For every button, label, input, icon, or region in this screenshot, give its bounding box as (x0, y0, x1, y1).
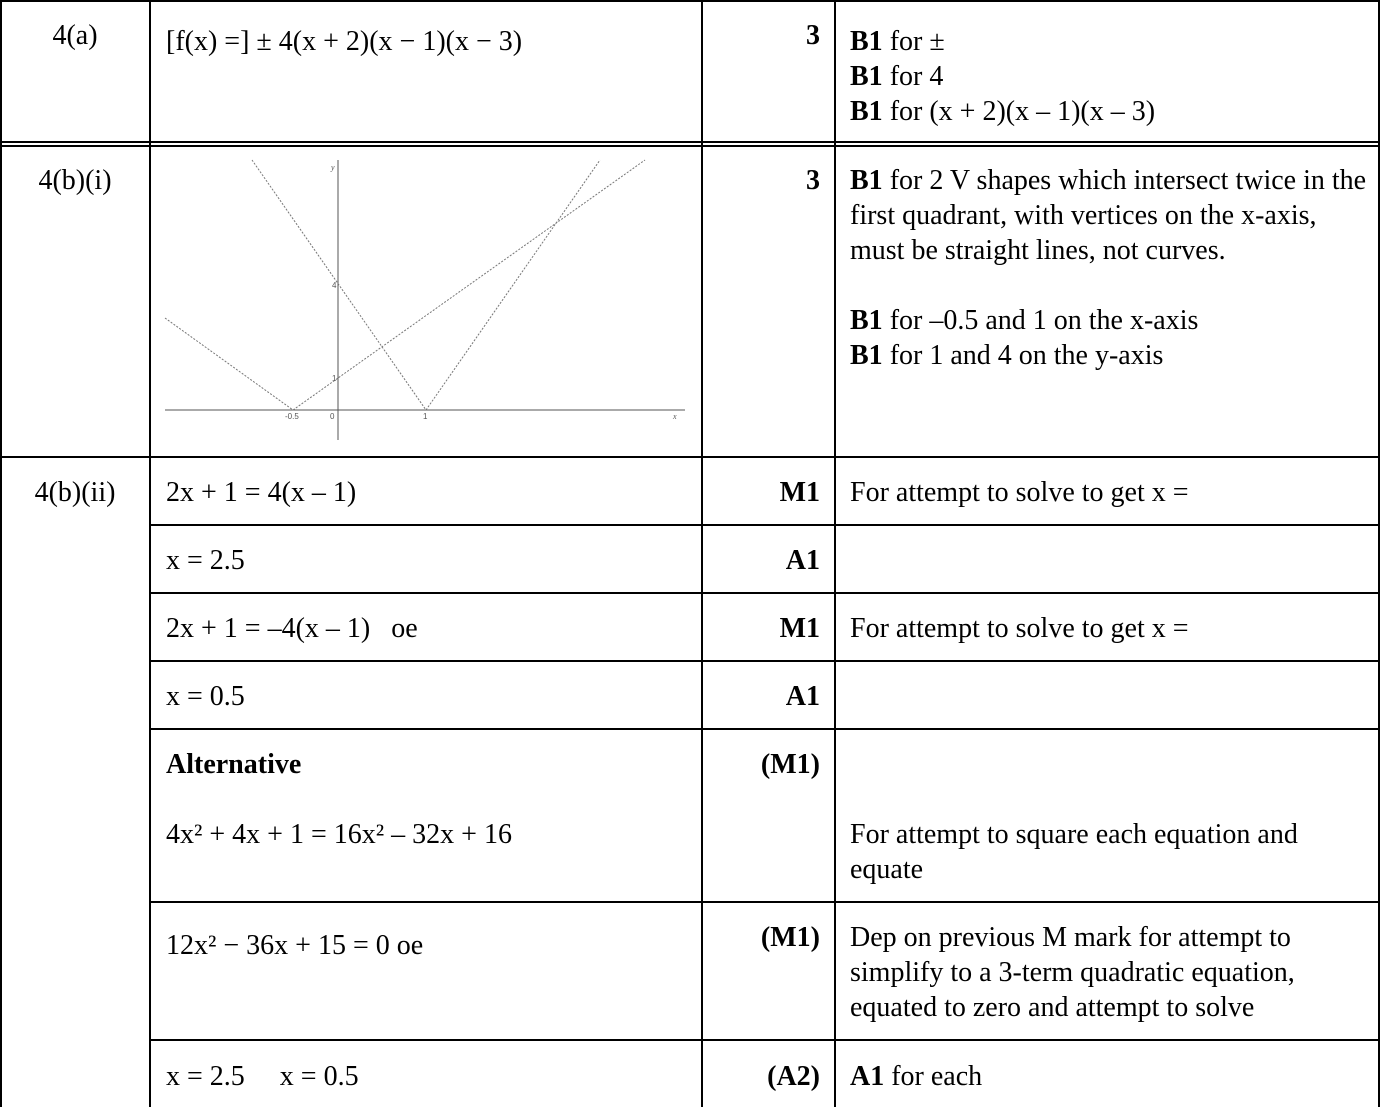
guidance-text: for (x + 2)(x – 1)(x – 3) (889, 96, 1156, 127)
grid-hline-top (0, 0, 1380, 2)
step-mark: (M1) (760, 749, 820, 780)
step-answer: x = 2.5 x = 0.5 (166, 1061, 359, 1092)
guidance-mark: B1 (850, 305, 883, 336)
question-number: 4(a) (52, 20, 98, 51)
guidance-line-1 (850, 24, 945, 59)
question-number: 4(b)(ii) (34, 477, 116, 508)
guidance-text: for 4 (889, 61, 944, 92)
grid-vline-3 (834, 0, 836, 1107)
step-mark: A1 (785, 545, 820, 576)
guidance-line-3 (850, 94, 1155, 129)
answer-bracket-fx: [f(x) =] (166, 26, 250, 57)
guidance-mark: A1 (850, 1061, 885, 1092)
step-mark: A1 (785, 681, 820, 712)
graph-line-v1-left (165, 318, 293, 410)
guidance-mark: B1 (850, 61, 883, 92)
marks: 3 (806, 165, 820, 196)
grid-vline-right (1378, 0, 1380, 1107)
guidance-mark: B1 (850, 165, 883, 196)
grid-hline-step-1 (149, 524, 1380, 526)
alternative-heading: Alternative (166, 749, 302, 780)
graph-line-v2-left (252, 160, 426, 410)
guidance-text: for –0.5 and 1 on the x-axis (889, 305, 1199, 336)
step-answer: 2x + 1 = –4(x – 1) oe (166, 613, 418, 644)
graph-x-tick-label: -0.5 (285, 412, 299, 421)
graph-line-v2-right (426, 160, 600, 410)
grid-hline-step-6 (149, 1039, 1380, 1041)
guidance-text: for 1 and 4 on the y-axis (889, 340, 1164, 371)
graph-y-tick-label: 4 (332, 281, 337, 290)
marks: 3 (806, 20, 820, 51)
step-mark: M1 (779, 477, 820, 508)
grid-hline-step-5 (149, 901, 1380, 903)
guidance-text: for each (891, 1061, 983, 1092)
step-guidance: For attempt to solve to get x = (850, 477, 1189, 508)
graph-x-tick-label: 1 (423, 412, 428, 421)
step-guidance-line (850, 1059, 982, 1094)
step-guidance: For attempt to solve to get x = (850, 613, 1189, 644)
guidance-paragraph-2 (850, 303, 1198, 338)
guidance-text: for ± (889, 26, 945, 57)
graph-line-v1-right (293, 160, 645, 410)
guidance-mark: B1 (850, 26, 883, 57)
step-answer: 12x² − 36x + 15 = 0 oe (166, 930, 424, 961)
graph-x-axis-label: x (673, 412, 677, 421)
grid-hline-4bi-top (0, 145, 1380, 147)
grid-hline-step-2 (149, 592, 1380, 594)
grid-hline-step-4 (149, 728, 1380, 730)
step-answer: x = 2.5 (166, 545, 245, 576)
guidance-mark: B1 (850, 96, 883, 127)
step-answer: 4x² + 4x + 1 = 16x² – 32x + 16 (166, 819, 512, 850)
grid-hline-4bi-bottom (0, 456, 1380, 458)
guidance-paragraph-1 (850, 163, 1370, 268)
graph-x-tick-label: 0 (330, 412, 335, 421)
step-guidance: Dep on previous M mark for attempt to simplify to a 3-term quadratic equation, equated to zero and attempt to solve (850, 922, 1295, 1023)
guidance-line-2 (850, 59, 943, 94)
guidance-text: for 2 V shapes which intersect twice in the first quadrant, with vertices on the x-axis, must be straight lines, not curves. (850, 165, 1367, 266)
answer-graph (160, 155, 690, 445)
graph-y-tick-label: 1 (332, 374, 337, 383)
grid-hline-step-3 (149, 660, 1380, 662)
answer-expression: ± 4(x + 2)(x − 1)(x − 3) (256, 26, 523, 57)
grid-hline-4a-bottom (0, 141, 1380, 143)
step-answer: 2x + 1 = 4(x – 1) (166, 477, 357, 508)
step-mark: (A2) (767, 1061, 820, 1092)
step-mark: (M1) (760, 922, 820, 953)
step-mark: M1 (779, 613, 820, 644)
guidance-mark: B1 (850, 340, 883, 371)
question-number: 4(b)(i) (38, 165, 112, 196)
answer (166, 24, 522, 59)
step-answer: x = 0.5 (166, 681, 245, 712)
step-guidance: For attempt to square each equation and equate (850, 819, 1298, 885)
guidance-paragraph-3 (850, 338, 1163, 373)
graph-y-axis-label: y (331, 163, 335, 172)
